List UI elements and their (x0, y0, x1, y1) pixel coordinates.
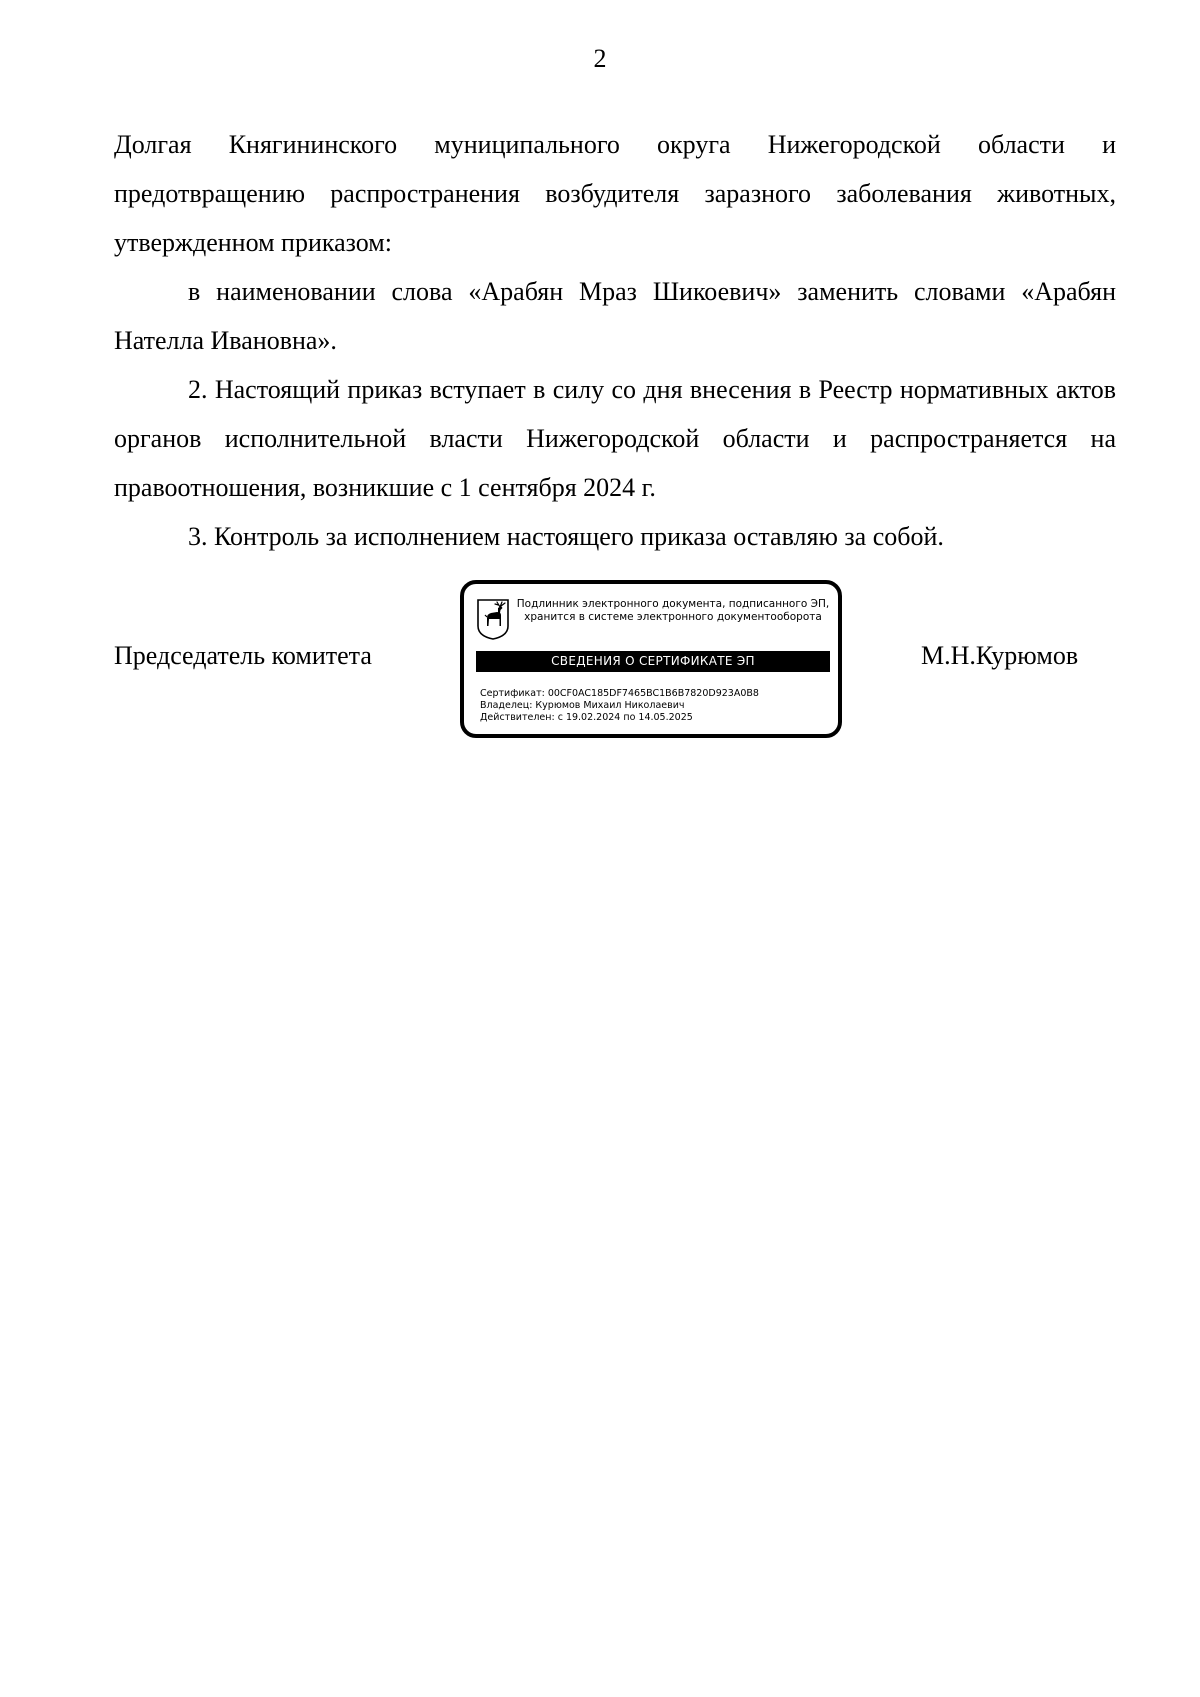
certificate-owner: Владелец: Курюмов Михаил Николаевич (480, 700, 685, 711)
paragraph-1: Долгая Княгининского муниципального округа Нижегородской области и предотвращению распространения возбудителя заразного заболевания животных, утвержденном приказом: (114, 130, 1116, 257)
stamp-header-line-1: Подлинник электронного документа, подписанного ЭП, (516, 598, 830, 610)
paragraph-3: 2. Настоящий приказ вступает в силу со дня внесения в Реестр нормативных актов органов исполнительной власти Нижегородской области и распространяется на правоотношения, возникшие с 1 сентября 2024 г. (114, 375, 1116, 502)
paragraph-2: в наименовании слова «Арабян Мраз Шикоевич» заменить словами «Арабян Нателла Ивановна». (114, 277, 1116, 355)
document-body (114, 120, 1116, 561)
stamp-header-line-2: хранится в системе электронного документооборота (524, 611, 822, 623)
certificate-validity: Действителен: с 19.02.2024 по 14.05.2025 (480, 712, 693, 723)
page-number: 2 (593, 44, 607, 73)
electronic-signature-stamp (460, 580, 842, 738)
stamp-certificate-title: СВЕДЕНИЯ О СЕРТИФИКАТЕ ЭП (476, 651, 830, 672)
stamp-header (514, 598, 832, 624)
signatory-name: М.Н.Курюмов (921, 641, 1079, 670)
deer-emblem-icon (476, 598, 510, 640)
paragraph-4: 3. Контроль за исполнением настоящего приказа оставляю за собой. (188, 522, 944, 551)
signatory-title: Председатель комитета (114, 641, 372, 670)
stamp-details (480, 688, 830, 724)
certificate-number: Сертификат: 00CF0AC185DF7465BC1B6B7820D923A0B8 (480, 688, 759, 699)
